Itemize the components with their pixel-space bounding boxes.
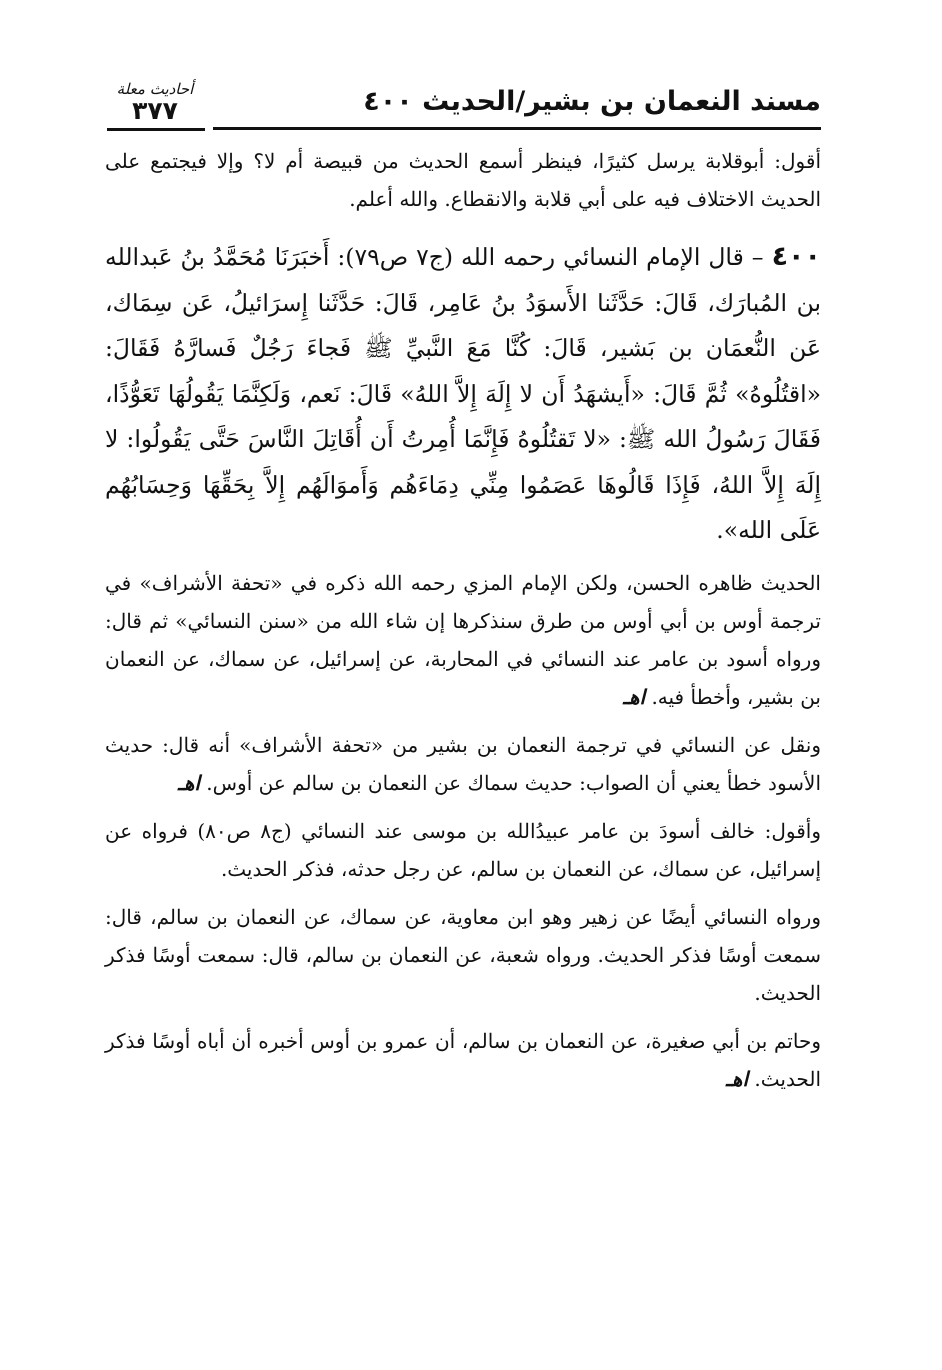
page (105, 80, 821, 1098)
page-header (105, 80, 821, 142)
paragraph-mizzi (105, 564, 821, 716)
hadith-400 (105, 234, 821, 554)
paragraph-mizzi-text: الحديث ظاهره الحسن، ولكن الإمام المزي رحمه الله ذكره في «تحفة الأشراف» في ترجمة أوس بن أبي أوس من طرق سنذكرها إن شاء الله من «سنن النسائي» ثم قال: ورواه أسود بن عامر عند النسائي في المحاربة، عن إسرائيل، عن سماك، عن النعمان بن بشير، وأخطأ فيه. (105, 570, 821, 709)
page-number: ٣٧٧ (132, 96, 178, 125)
hadith-number: ٤٠٠ (771, 241, 822, 272)
end-quote-abbr: اهـ (623, 684, 646, 709)
paragraph-nasai-quote (105, 726, 821, 802)
end-quote-abbr: اهـ (177, 770, 200, 795)
hadith-text: – قال الإمام النسائي رحمه الله (ج٧ ص٧٩): أَخبَرَنَا مُحَمَّدُ بنُ عَبدالله بن المُبارَك، قَالَ: حَدَّثَنا الأَسوَدُ بنُ عَامِر، قَالَ: حَدَّثَنا إِسرَائيلُ، عَن سِمَاك، عَن النُّعمَان بن بَشير، قَالَ: كُنَّا مَعَ النَّبيِّ ﷺ فَجاءَ رَجُلٌ فَسارَّهُ فَقَالَ: «اقتُلُوهُ» ثُمَّ قَالَ: «أَيشهَدُ أَن لا إِلَهَ إِلاَّ اللهُ» قَالَ: نَعم، وَلَكِنَّمَا يَقُولُهَا تَعَوُّذًا، فَقَالَ رَسُولُ الله ﷺ: «لا تَقتُلُوهُ فَإِنَّمَا أُمِرتُ أَن أُقَاتِلَ النَّاسَ حَتَّى يَقُولُوا: لا إِلَهَ إِلاَّ اللهُ، فَإِذَا قَالُوهَا عَصَمُوا مِنِّي دِمَاءَهُم وَأَموَالَهُم إِلاَّ بِحَقِّهَا وَحِسَابُهُم عَلَى الله». (105, 243, 821, 544)
paragraph-hatim (105, 1022, 821, 1098)
paragraph-nasai-quote-text: ونقل عن النسائي في ترجمة النعمان بن بشير من «تحفة الأشراف» أنه قال: حديث الأسود خطأ يعني أن الصواب: حديث سماك عن النعمان بن سالم عن أوس. (105, 732, 821, 795)
page-number-rule (107, 128, 205, 131)
paragraph-other-narrations: ورواه النسائي أيضًا عن زهير وهو ابن معاوية، عن سماك، عن النعمان بن سالم، قال: سمعت أوسًا فذكر الحديث. ورواه شعبة، عن النعمان بن سالم، قال: سمعت أوسًا فذكر الحديث. (105, 904, 821, 1005)
header-rule (213, 127, 821, 130)
paragraph-hatim-text: وحاتم بن أبي صغيرة، عن النعمان بن سالم، أن عمرو بن أوس أخبره أن أباه أوسًا فذكر الحديث. (105, 1028, 821, 1091)
paragraph-opening: أقول: أبوقلابة يرسل كثيرًا، فينظر أسمع الحديث من قبيصة أم لا؟ وإلا فيجتمع على الحديث الاختلاف فيه على أبي قلابة والانقطاع. والله أعلم. (105, 149, 821, 211)
series-title: أحاديث معلة (116, 80, 194, 98)
end-quote-abbr: اهـ (726, 1066, 749, 1091)
book-title: مسند النعمان بن بشير/الحديث ٤٠٠ (363, 86, 821, 117)
paragraph-author-note: وأقول: خالف أسودَ بن عامر عبيدُالله بن موسى عند النسائي (ج٨ ص٨٠) فرواه عن إسرائيل، عن سماك، عن النعمان بن سالم، عن رجل حدثه، فذكر الحديث. (105, 818, 821, 881)
